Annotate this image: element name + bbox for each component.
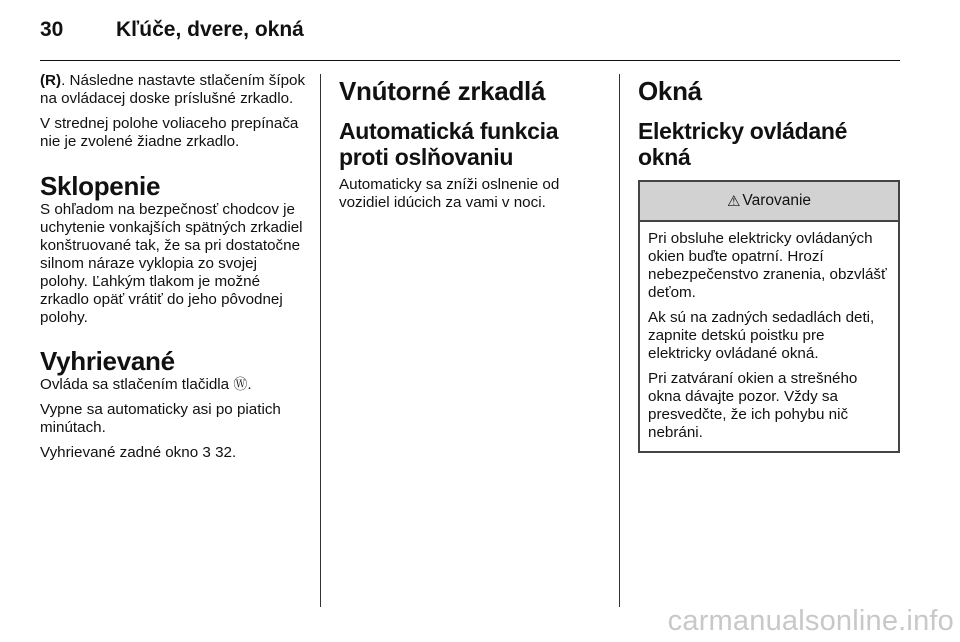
- page-number: 30: [40, 18, 64, 41]
- sklopenie-text: S ohľadom na bezpečnosť chodcov je uchytenie vonkajších spätných zrkadiel konštruované tak, že sa pri dostatočne silnom náraze vyklopia zo svojej polohy. Ľahkým tlakom je možné zrkadlo opäť vrátiť do jeho pôvodnej polohy.: [40, 201, 303, 326]
- header-rule: [40, 60, 900, 61]
- intro-text: . Následne nastavte stlačením šípok na ovládacej doske príslušné zrkadlo.: [40, 72, 306, 107]
- column-2: [339, 72, 604, 219]
- vyhrievane-heading: Vyhrievané: [40, 346, 175, 376]
- column-divider-1: [320, 74, 321, 607]
- sklopenie-heading: Sklopenie: [40, 171, 161, 201]
- column-3: [638, 72, 900, 453]
- warning-header: [640, 182, 898, 222]
- chapter-title: Kľúče, dvere, okná: [116, 18, 304, 41]
- watermark: carmanualsonline.info: [667, 605, 954, 637]
- power-windows-heading: Elektricky ovládané okná: [638, 118, 848, 170]
- section-vyhrievane: [40, 346, 308, 462]
- neutral-position-paragraph: V strednej polohe voliaceho prepínača nie je zvolené žiadne zrkadlo.: [40, 115, 299, 150]
- intro-paragraph: [40, 72, 308, 108]
- mirror-selector-label: (R): [40, 72, 62, 89]
- anti-glare-text: Automaticky sa zníži oslnenie od vozidiel idúcich za vami v noci.: [339, 176, 560, 211]
- windows-heading: Okná: [638, 76, 702, 106]
- page-reference-link[interactable]: 32.: [215, 444, 237, 461]
- column-1: [40, 72, 308, 469]
- warning-title: Varovanie: [742, 192, 812, 209]
- rear-window-reference: Vyhrievané zadné okno 3 32.: [40, 444, 237, 461]
- section-sklopenie: [40, 171, 308, 327]
- column-divider-2: [619, 74, 620, 607]
- page-reference-arrow-icon: 3: [202, 444, 211, 461]
- vyhrievane-text: Ovláda sa stlačením tlačidla Ⓦ.: [40, 376, 252, 393]
- interior-mirrors-heading: Vnútorné zrkadlá: [339, 76, 546, 106]
- heated-mirror-icon: Ⓦ: [233, 377, 248, 393]
- warning-triangle-icon: ⚠: [726, 193, 741, 210]
- warning-body: [640, 222, 898, 451]
- anti-glare-heading: Automatická funkcia proti oslňovaniu: [339, 118, 559, 170]
- warning-box: [638, 180, 900, 453]
- auto-off-text: Vypne sa automaticky asi po piatich minútach.: [40, 401, 281, 436]
- warning-paragraph-1: Pri obsluhe elektricky ovládaných okien buďte opatrní. Hrozí nebezpečenstvo zranenia, obzvlášť deťom.: [648, 230, 887, 301]
- warning-paragraph-2: Ak sú na zadných sedadlách deti, zapnite detskú poistku pre elektricky ovládané okná.: [648, 309, 875, 362]
- warning-paragraph-3: Pri zatváraní okien a strešného okna dávajte pozor. Vždy sa presvedčte, že ich pohybu nič nebráni.: [648, 370, 858, 441]
